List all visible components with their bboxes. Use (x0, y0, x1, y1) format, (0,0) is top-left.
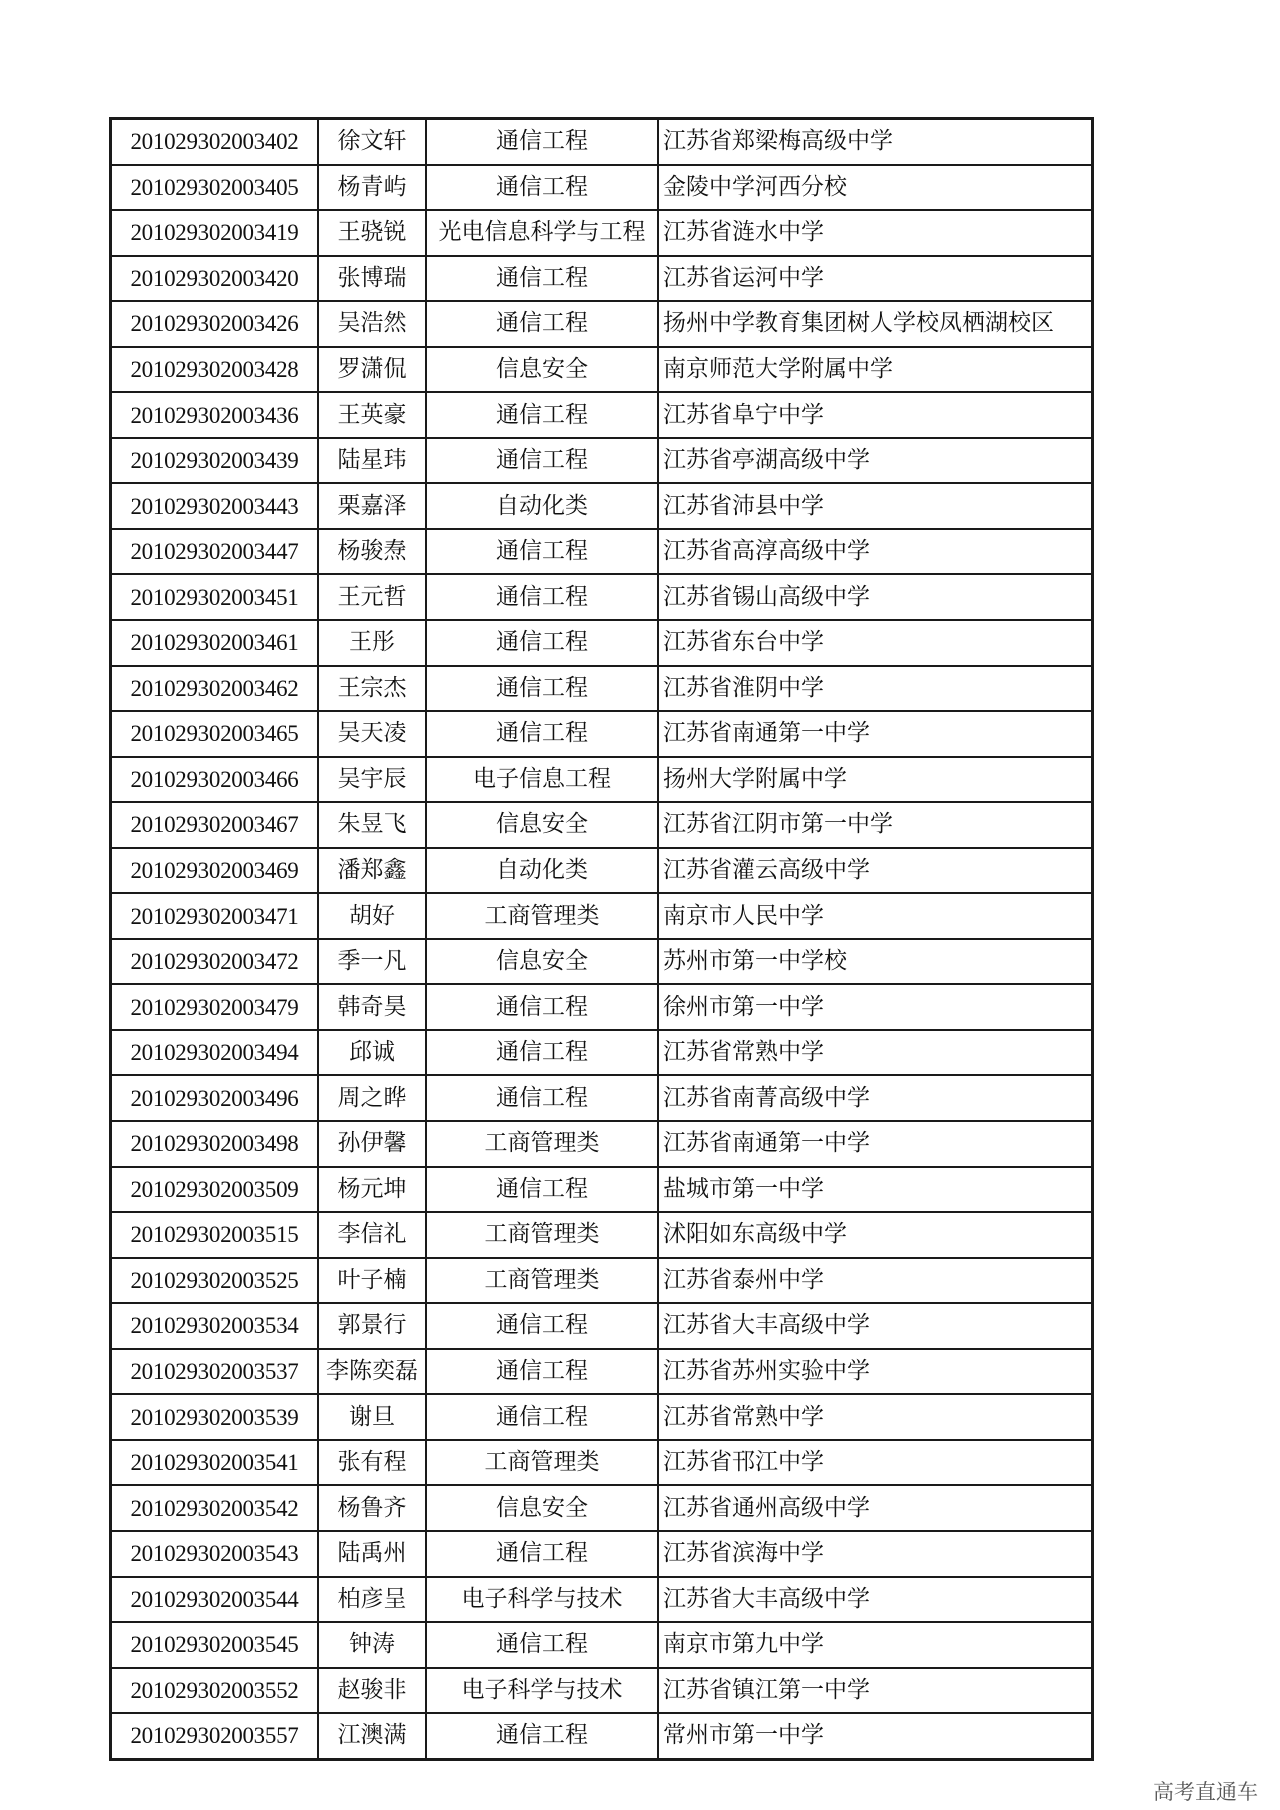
table-row (111, 1622, 1093, 1668)
school-cell: 江苏省灌云高级中学 (658, 848, 1093, 894)
table-row (111, 574, 1093, 620)
student-name-cell: 栗嘉泽 (318, 483, 426, 529)
major-cell: 信息安全 (426, 347, 658, 393)
school-cell: 南京市第九中学 (658, 1622, 1093, 1668)
table-row (111, 1668, 1093, 1714)
table-row (111, 1394, 1093, 1440)
student-name-cell: 季一凡 (318, 939, 426, 985)
table-row (111, 1303, 1093, 1349)
student-name-cell: 李陈奕磊 (318, 1349, 426, 1395)
admission-list-table (109, 117, 1094, 1761)
student-name-cell: 江澳满 (318, 1713, 426, 1759)
table-row (111, 939, 1093, 985)
candidate-id-cell: 201029302003557 (111, 1713, 319, 1759)
student-name-cell: 吴天凌 (318, 711, 426, 757)
candidate-id-cell: 201029302003542 (111, 1485, 319, 1531)
major-cell: 电子科学与技术 (426, 1668, 658, 1714)
major-cell: 自动化类 (426, 483, 658, 529)
table-row (111, 529, 1093, 575)
student-name-cell: 杨骏焘 (318, 529, 426, 575)
table-row (111, 757, 1093, 803)
school-cell: 金陵中学河西分校 (658, 165, 1093, 211)
candidate-id-cell: 201029302003428 (111, 347, 319, 393)
school-cell: 江苏省南通第一中学 (658, 1121, 1093, 1167)
school-cell: 江苏省大丰高级中学 (658, 1577, 1093, 1623)
student-name-cell: 赵骏非 (318, 1668, 426, 1714)
candidate-id-cell: 201029302003494 (111, 1030, 319, 1076)
major-cell: 信息安全 (426, 1485, 658, 1531)
school-cell: 南京市人民中学 (658, 893, 1093, 939)
candidate-id-cell: 201029302003439 (111, 438, 319, 484)
table-row (111, 620, 1093, 666)
school-cell: 徐州市第一中学 (658, 984, 1093, 1030)
school-cell: 江苏省通州高级中学 (658, 1485, 1093, 1531)
candidate-id-cell: 201029302003498 (111, 1121, 319, 1167)
school-cell: 南京师范大学附属中学 (658, 347, 1093, 393)
school-cell: 江苏省高淳高级中学 (658, 529, 1093, 575)
student-name-cell: 罗潇侃 (318, 347, 426, 393)
table-row (111, 301, 1093, 347)
student-name-cell: 杨鲁齐 (318, 1485, 426, 1531)
table-row (111, 119, 1093, 165)
candidate-id-cell: 201029302003543 (111, 1531, 319, 1577)
student-name-cell: 张有程 (318, 1440, 426, 1486)
school-cell: 江苏省亭湖高级中学 (658, 438, 1093, 484)
major-cell: 光电信息科学与工程 (426, 210, 658, 256)
admission-list-body (111, 119, 1093, 1760)
major-cell: 通信工程 (426, 1167, 658, 1213)
school-cell: 江苏省南通第一中学 (658, 711, 1093, 757)
candidate-id-cell: 201029302003544 (111, 1577, 319, 1623)
table-row (111, 893, 1093, 939)
school-cell: 苏州市第一中学校 (658, 939, 1093, 985)
major-cell: 电子科学与技术 (426, 1577, 658, 1623)
student-name-cell: 王宗杰 (318, 666, 426, 712)
major-cell: 通信工程 (426, 1349, 658, 1395)
watermark: 高考直通车 (1153, 1780, 1258, 1804)
major-cell: 通信工程 (426, 984, 658, 1030)
major-cell: 工商管理类 (426, 1212, 658, 1258)
school-cell: 江苏省锡山高级中学 (658, 574, 1093, 620)
school-cell: 江苏省镇江第一中学 (658, 1668, 1093, 1714)
school-cell: 江苏省阜宁中学 (658, 392, 1093, 438)
student-name-cell: 王彤 (318, 620, 426, 666)
candidate-id-cell: 201029302003496 (111, 1075, 319, 1121)
school-cell: 扬州中学教育集团树人学校凤栖湖校区 (658, 301, 1093, 347)
student-name-cell: 陆星玮 (318, 438, 426, 484)
major-cell: 通信工程 (426, 1394, 658, 1440)
school-cell: 江苏省郑梁梅高级中学 (658, 119, 1093, 165)
student-name-cell: 陆禹州 (318, 1531, 426, 1577)
major-cell: 通信工程 (426, 301, 658, 347)
table-row (111, 848, 1093, 894)
candidate-id-cell: 201029302003537 (111, 1349, 319, 1395)
school-cell: 扬州大学附属中学 (658, 757, 1093, 803)
student-name-cell: 孙伊馨 (318, 1121, 426, 1167)
major-cell: 通信工程 (426, 711, 658, 757)
school-cell: 江苏省沛县中学 (658, 483, 1093, 529)
major-cell: 工商管理类 (426, 1258, 658, 1304)
student-name-cell: 王英豪 (318, 392, 426, 438)
major-cell: 通信工程 (426, 1531, 658, 1577)
table-row (111, 347, 1093, 393)
candidate-id-cell: 201029302003472 (111, 939, 319, 985)
table-row (111, 1121, 1093, 1167)
student-name-cell: 谢旦 (318, 1394, 426, 1440)
major-cell: 通信工程 (426, 666, 658, 712)
candidate-id-cell: 201029302003426 (111, 301, 319, 347)
school-cell: 江苏省泰州中学 (658, 1258, 1093, 1304)
candidate-id-cell: 201029302003420 (111, 256, 319, 302)
candidate-id-cell: 201029302003461 (111, 620, 319, 666)
major-cell: 通信工程 (426, 529, 658, 575)
candidate-id-cell: 201029302003443 (111, 483, 319, 529)
student-name-cell: 杨元坤 (318, 1167, 426, 1213)
candidate-id-cell: 201029302003541 (111, 1440, 319, 1486)
candidate-id-cell: 201029302003405 (111, 165, 319, 211)
major-cell: 通信工程 (426, 620, 658, 666)
candidate-id-cell: 201029302003436 (111, 392, 319, 438)
candidate-id-cell: 201029302003462 (111, 666, 319, 712)
table-row (111, 711, 1093, 757)
major-cell: 通信工程 (426, 165, 658, 211)
table-row (111, 1577, 1093, 1623)
school-cell: 江苏省江阴市第一中学 (658, 802, 1093, 848)
table-row (111, 1531, 1093, 1577)
student-name-cell: 潘郑鑫 (318, 848, 426, 894)
student-name-cell: 吴浩然 (318, 301, 426, 347)
school-cell: 江苏省涟水中学 (658, 210, 1093, 256)
candidate-id-cell: 201029302003539 (111, 1394, 319, 1440)
student-name-cell: 钟涛 (318, 1622, 426, 1668)
table-row (111, 1713, 1093, 1759)
table-row (111, 256, 1093, 302)
major-cell: 通信工程 (426, 119, 658, 165)
student-name-cell: 胡好 (318, 893, 426, 939)
table-row (111, 802, 1093, 848)
school-cell: 江苏省大丰高级中学 (658, 1303, 1093, 1349)
school-cell: 江苏省常熟中学 (658, 1394, 1093, 1440)
student-name-cell: 李信礼 (318, 1212, 426, 1258)
school-cell: 江苏省常熟中学 (658, 1030, 1093, 1076)
student-name-cell: 朱昱飞 (318, 802, 426, 848)
major-cell: 通信工程 (426, 256, 658, 302)
major-cell: 信息安全 (426, 802, 658, 848)
candidate-id-cell: 201029302003451 (111, 574, 319, 620)
student-name-cell: 周之晔 (318, 1075, 426, 1121)
student-name-cell: 徐文轩 (318, 119, 426, 165)
candidate-id-cell: 201029302003469 (111, 848, 319, 894)
candidate-id-cell: 201029302003545 (111, 1622, 319, 1668)
candidate-id-cell: 201029302003515 (111, 1212, 319, 1258)
student-name-cell: 邱诚 (318, 1030, 426, 1076)
candidate-id-cell: 201029302003466 (111, 757, 319, 803)
table-row (111, 483, 1093, 529)
school-cell: 江苏省运河中学 (658, 256, 1093, 302)
school-cell: 沭阳如东高级中学 (658, 1212, 1093, 1258)
table-row (111, 438, 1093, 484)
school-cell: 江苏省邗江中学 (658, 1440, 1093, 1486)
major-cell: 通信工程 (426, 1075, 658, 1121)
major-cell: 通信工程 (426, 1303, 658, 1349)
candidate-id-cell: 201029302003467 (111, 802, 319, 848)
major-cell: 通信工程 (426, 574, 658, 620)
table-row (111, 1212, 1093, 1258)
school-cell: 常州市第一中学 (658, 1713, 1093, 1759)
school-cell: 江苏省南菁高级中学 (658, 1075, 1093, 1121)
school-cell: 江苏省淮阴中学 (658, 666, 1093, 712)
table-row (111, 210, 1093, 256)
major-cell: 工商管理类 (426, 893, 658, 939)
school-cell: 盐城市第一中学 (658, 1167, 1093, 1213)
student-name-cell: 韩奇昊 (318, 984, 426, 1030)
student-name-cell: 柏彦呈 (318, 1577, 426, 1623)
student-name-cell: 叶子楠 (318, 1258, 426, 1304)
major-cell: 通信工程 (426, 1030, 658, 1076)
table-row (111, 1258, 1093, 1304)
table-row (111, 1349, 1093, 1395)
table-row (111, 165, 1093, 211)
student-name-cell: 吴宇辰 (318, 757, 426, 803)
candidate-id-cell: 201029302003509 (111, 1167, 319, 1213)
candidate-id-cell: 201029302003525 (111, 1258, 319, 1304)
major-cell: 通信工程 (426, 1713, 658, 1759)
candidate-id-cell: 201029302003402 (111, 119, 319, 165)
school-cell: 江苏省东台中学 (658, 620, 1093, 666)
candidate-id-cell: 201029302003471 (111, 893, 319, 939)
major-cell: 通信工程 (426, 392, 658, 438)
table-row (111, 666, 1093, 712)
major-cell: 自动化类 (426, 848, 658, 894)
school-cell: 江苏省苏州实验中学 (658, 1349, 1093, 1395)
candidate-id-cell: 201029302003419 (111, 210, 319, 256)
student-name-cell: 张博瑞 (318, 256, 426, 302)
candidate-id-cell: 201029302003534 (111, 1303, 319, 1349)
student-name-cell: 王骁锐 (318, 210, 426, 256)
candidate-id-cell: 201029302003552 (111, 1668, 319, 1714)
student-name-cell: 王元哲 (318, 574, 426, 620)
major-cell: 工商管理类 (426, 1440, 658, 1486)
table-row (111, 1075, 1093, 1121)
school-cell: 江苏省滨海中学 (658, 1531, 1093, 1577)
major-cell: 通信工程 (426, 438, 658, 484)
student-name-cell: 郭景行 (318, 1303, 426, 1349)
major-cell: 电子信息工程 (426, 757, 658, 803)
table-row (111, 984, 1093, 1030)
candidate-id-cell: 201029302003447 (111, 529, 319, 575)
candidate-id-cell: 201029302003465 (111, 711, 319, 757)
student-name-cell: 杨青屿 (318, 165, 426, 211)
table-row (111, 1167, 1093, 1213)
major-cell: 工商管理类 (426, 1121, 658, 1167)
table-row (111, 1440, 1093, 1486)
major-cell: 通信工程 (426, 1622, 658, 1668)
major-cell: 信息安全 (426, 939, 658, 985)
table-row (111, 1485, 1093, 1531)
table-row (111, 1030, 1093, 1076)
table-row (111, 392, 1093, 438)
candidate-id-cell: 201029302003479 (111, 984, 319, 1030)
